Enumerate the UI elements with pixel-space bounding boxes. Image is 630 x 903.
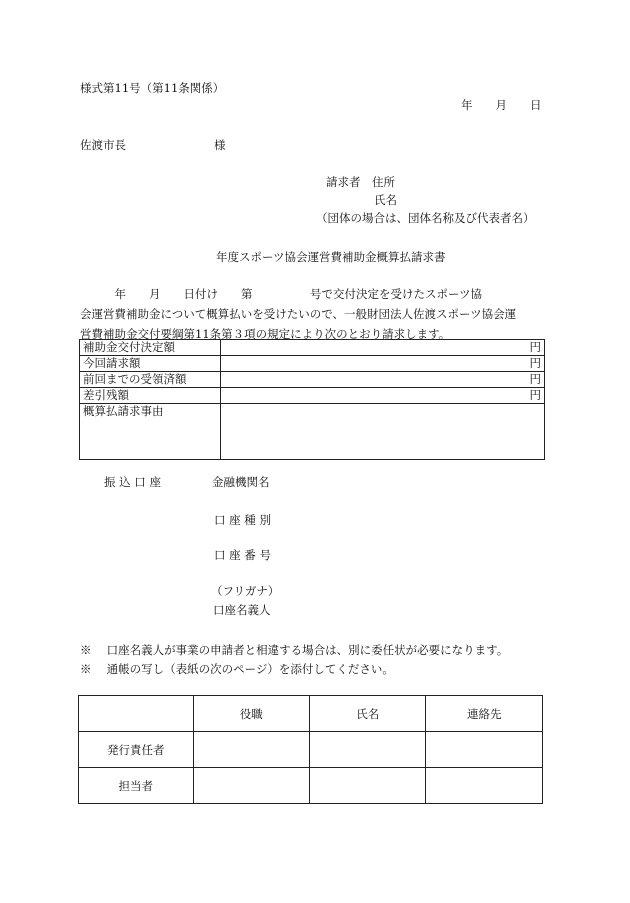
- reason-field[interactable]: [221, 404, 545, 460]
- transfer-account-heading: 振 込 口 座: [104, 475, 161, 489]
- note-line: ※ 口座名義人が事業の申請者と相違する場合は、別に委任状が必要になります。: [80, 643, 509, 657]
- claimant-name-label: 氏名: [374, 193, 397, 207]
- amounts-table: [79, 339, 545, 460]
- table-row: [80, 388, 545, 404]
- table-header-row: [79, 696, 543, 732]
- row-label: 今回請求額: [80, 356, 221, 372]
- account-type-label: 口 座 種 別: [214, 513, 271, 527]
- row-label: 前回までの受領済額: [80, 372, 221, 388]
- furigana-label: （フリガナ）: [211, 584, 280, 598]
- position-field[interactable]: [193, 768, 309, 804]
- table-row: [80, 340, 545, 356]
- date-line: 年 月 日: [461, 98, 542, 112]
- table-row: [80, 404, 545, 460]
- paragraph-line: 会運営費補助金について概算払いを受けたいので、一般財団法人佐渡スポーツ協会運: [80, 307, 517, 321]
- table-row: [79, 732, 543, 768]
- header-cell: 役職: [193, 696, 309, 732]
- contact-field[interactable]: [426, 732, 543, 768]
- request-paragraph: [80, 284, 546, 344]
- note-line: ※ 通帳の写し（表紙の次のページ）を添付してください。: [80, 662, 394, 676]
- header-cell: 連絡先: [426, 696, 543, 732]
- claimant-address-label: 請求者 住所: [326, 175, 395, 189]
- org-note: （団体の場合は、団体名称及び代表者名）: [316, 211, 535, 225]
- document-title: 年度スポーツ協会運営費補助金概算払請求書: [216, 250, 446, 264]
- form-number: 様式第11号（第11条関係）: [80, 81, 225, 95]
- amount-field[interactable]: 円: [221, 372, 545, 388]
- paragraph-line: 営費補助金交付要綱第11条第３項の規定により次のとおり請求します。: [80, 327, 451, 341]
- account-holder-label: 口座名義人: [213, 603, 271, 617]
- addressee-name: 佐渡市長: [80, 138, 126, 152]
- row-label: 概算払請求事由: [80, 404, 221, 460]
- amount-field[interactable]: 円: [221, 388, 545, 404]
- contacts-table: [78, 695, 543, 804]
- header-cell: [79, 696, 194, 732]
- bank-name-label: 金融機関名: [212, 475, 270, 489]
- contact-field[interactable]: [426, 768, 543, 804]
- row-label: 差引残額: [80, 388, 221, 404]
- paragraph-line: 年 月 日付け 第 号で交付決定を受けたスポーツ協: [80, 287, 483, 301]
- amount-field[interactable]: 円: [221, 356, 545, 372]
- account-number-label: 口 座 番 号: [214, 548, 271, 562]
- name-field[interactable]: [309, 732, 425, 768]
- row-label: 発行責任者: [79, 732, 194, 768]
- table-row: [80, 356, 545, 372]
- table-row: [79, 768, 543, 804]
- amount-field[interactable]: 円: [221, 340, 545, 356]
- table-row: [80, 372, 545, 388]
- header-cell: 氏名: [309, 696, 425, 732]
- name-field[interactable]: [309, 768, 425, 804]
- row-label: 補助金交付決定額: [80, 340, 221, 356]
- addressee-honorific: 様: [214, 138, 226, 152]
- position-field[interactable]: [193, 732, 309, 768]
- row-label: 担当者: [79, 768, 194, 804]
